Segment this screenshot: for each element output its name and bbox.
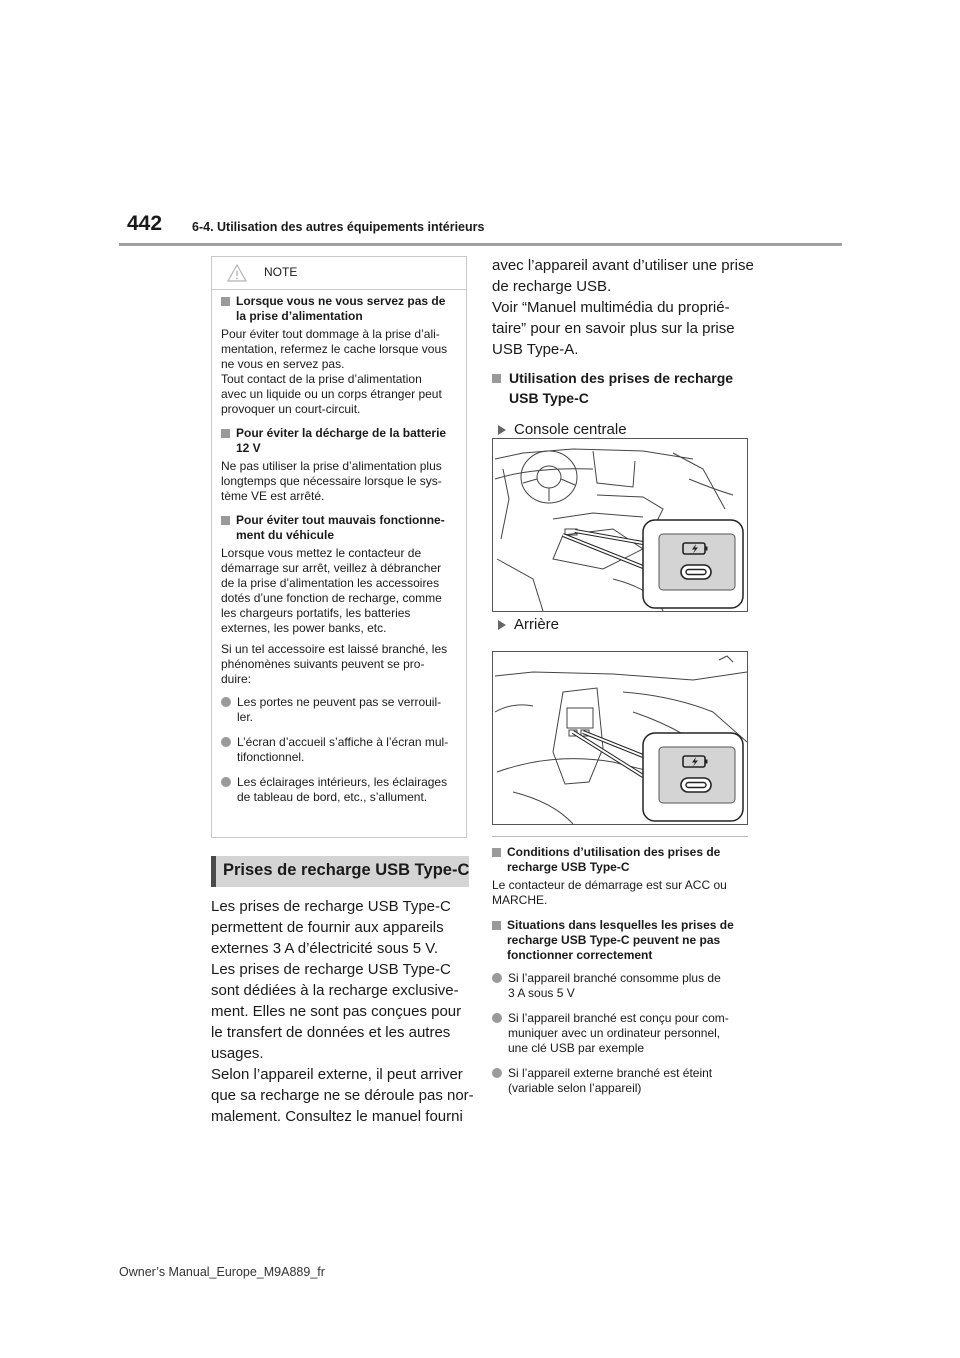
note-paragraph: Pour éviter tout dommage à la prise d’ali- mentation, refermez le cache lorsque vous ne vous en servez pas. Tout contact de la prise d’alimentation avec un liquide ou un corps étranger peut provoquer un court-circuit. — [221, 327, 448, 416]
square-bullet-icon — [221, 429, 230, 438]
triangle-bullet-icon — [498, 425, 506, 435]
center-console-illustration — [493, 439, 747, 611]
square-bullet-icon — [221, 297, 230, 306]
charging-icon — [681, 540, 709, 561]
square-bullet-icon — [221, 516, 230, 525]
note-heading: Pour éviter la décharge de la batterie 12 V — [221, 426, 458, 456]
right-column — [492, 255, 754, 438]
note-bullet: Les portes ne peuvent pas se verrouil- ler. — [221, 695, 458, 725]
footer: Owner’s Manual_Europe_M9A889_fr — [119, 1265, 325, 1279]
section-heading: 6-4. Utilisation des autres équipements intérieurs — [192, 220, 485, 234]
left-body-text: Les prises de recharge USB Type-C permettent de fournir aux appareils externes 3 A d’électricité sous 5 V. Les prises de recharge USB Type-C sont dédiées à la recharge exclusive- ment. Elles ne sont pas conçues pour le transfert de données et les autres usages. Selon l’appareil externe, il peut arriver que sa recharge ne se déroule pas nor- malement. Consultez le manuel fourni — [211, 898, 474, 1125]
note-label: NOTE — [264, 265, 298, 279]
usb-c-port-icon — [680, 777, 712, 798]
rear-console-illustration — [493, 652, 747, 824]
figure-label-rear: Arrière — [498, 616, 559, 633]
title-accent — [211, 856, 216, 887]
note-heading: Pour éviter tout mauvais fonctionne- ment du véhicule — [221, 513, 458, 543]
usb-c-port-icon — [680, 564, 712, 585]
figure-center-console — [492, 438, 748, 612]
square-bullet-icon — [492, 848, 501, 857]
bullet-icon — [492, 1013, 502, 1023]
note-paragraph: Ne pas utiliser la prise d’alimentation plus longtemps que nécessaire lorsque le sys- tème VE est arrêté. — [221, 459, 442, 503]
note-heading: Lorsque vous ne vous servez pas de la prise d’alimentation — [221, 294, 458, 324]
note-paragraph: Lorsque vous mettez le contacteur de démarrage sur arrêt, veillez à débrancher de la prise d’alimentation les accessoires dotés d’une fonction de recharge, comme les chargeurs portatifs, les batteries externes, les power banks, etc. — [221, 546, 442, 635]
usage-notes — [492, 845, 754, 1106]
bullet-icon — [492, 1068, 502, 1078]
bullet-icon — [221, 697, 231, 707]
bullet-icon — [221, 737, 231, 747]
section-title-bar — [211, 856, 469, 887]
square-bullet-icon — [492, 374, 501, 383]
situation-bullet: Si l’appareil externe branché est éteint (variable selon l’appareil) — [492, 1066, 754, 1096]
figure-label-console: Console centrale — [498, 421, 754, 438]
square-bullet-icon — [492, 921, 501, 930]
note-bullet: L’écran d’accueil s’affiche à l’écran mul- tifonctionnel. — [221, 735, 458, 765]
warning-triangle-icon — [227, 264, 247, 282]
bullet-icon — [221, 777, 231, 787]
situations-heading: Situations dans lesquelles les prises de recharge USB Type-C peuvent ne pas fonctionner correctement — [492, 918, 754, 963]
note-bullet: Les éclairages intérieurs, les éclairages de tableau de bord, etc., s’allument. — [221, 775, 458, 805]
note-box — [211, 256, 467, 838]
figure-rear — [492, 651, 748, 825]
page-number: 442 — [127, 212, 163, 235]
conditions-text: Le contacteur de démarrage est sur ACC ou MARCHE. — [492, 878, 727, 907]
usage-heading: Utilisation des prises de recharge USB Type-C — [492, 369, 754, 408]
conditions-heading: Conditions d’utilisation des prises de recharge USB Type-C — [492, 845, 754, 875]
note-body — [221, 294, 458, 815]
right-body-text: avec l’appareil avant d’utiliser une prise de recharge USB. Voir “Manuel multimédia du proprié- taire” pour en savoir plus sur la prise USB Type-A. — [492, 257, 754, 358]
situation-bullet: Si l’appareil branché consomme plus de 3 A sous 5 V — [492, 971, 754, 1001]
divider — [492, 836, 748, 837]
section-title: Prises de recharge USB Type-C — [223, 861, 470, 879]
situation-bullet: Si l’appareil branché est conçu pour com- muniquer avec un ordinateur personnel, une clé USB par exemple — [492, 1011, 754, 1056]
note-header — [212, 257, 466, 290]
triangle-bullet-icon — [498, 620, 506, 630]
charging-icon — [681, 753, 709, 774]
bullet-icon — [492, 973, 502, 983]
note-paragraph: Si un tel accessoire est laissé branché, les phénomènes suivants peuvent se pro- duire: — [221, 642, 448, 686]
header-rule — [119, 243, 842, 246]
